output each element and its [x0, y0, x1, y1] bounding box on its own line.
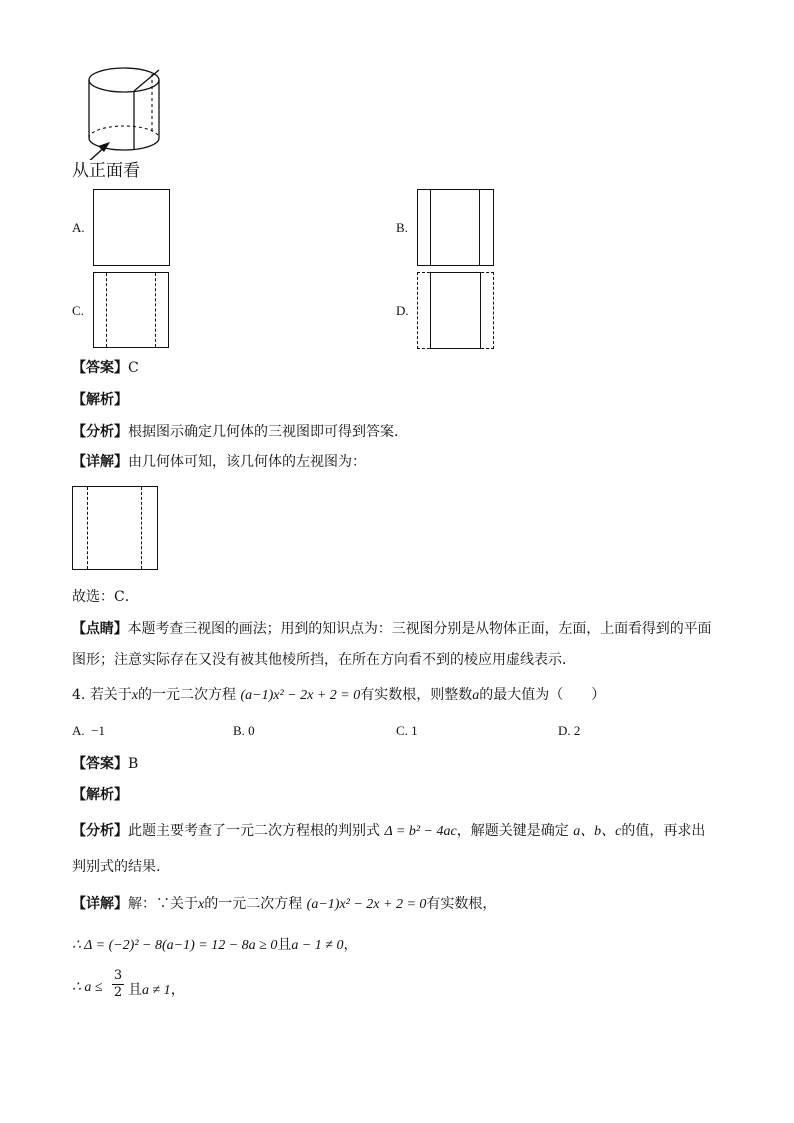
q4-option-a: A. −1 — [72, 723, 105, 738]
q4-step1: ∴ Δ = (−2)² − 8(a−1) = 12 − 8a ≥ 0且a − 1 ≠ 0， — [72, 937, 358, 953]
q4-equation: (a−1)x² − 2x + 2 = 0 — [240, 688, 361, 703]
q4-option-c: C. 1 — [396, 723, 418, 738]
cylinder-figure — [60, 60, 170, 160]
q3-option-a-box — [93, 189, 170, 266]
q3-choice: 故选：C． — [72, 589, 139, 605]
q3-option-c-label: C. — [72, 303, 84, 318]
q3-left-view-figure — [72, 486, 158, 570]
cylinder-bottom-front — [89, 138, 159, 150]
cylinder-top-chord — [134, 70, 159, 91]
q4-option-b: B. 0 — [233, 723, 255, 738]
q3-dianjing-line2: 图形；注意实际存在又没有被其他棱所挡，在所在方向看不到的棱应用虚线表示． — [72, 652, 576, 668]
q4-analysis-tag: 【解析】 — [72, 787, 128, 803]
q3-answer: 【答案】C — [72, 360, 139, 376]
q4-answer: 【答案】B — [72, 756, 139, 772]
q4-fenxi-line1: 【分析】此题主要考查了一元二次方程根的判别式 Δ = b² − 4ac，解题关键是确定 a、b、c的值，再求出 — [72, 823, 706, 839]
view-arrowhead — [98, 142, 110, 152]
figure-caption: 从正面看 — [72, 161, 140, 181]
discriminant-formula: Δ = b² − 4ac — [384, 824, 457, 839]
q3-dianjing-line1: 【点睛】本题考查三视图的画法；用到的知识点为：三视图分别是从物体正面，左面，上面看得到的平面 — [72, 621, 712, 637]
q4-stem: 4. 若关于x的一元二次方程 (a−1)x² − 2x + 2 = 0有实数根，则整数a的最大值为（ ） — [72, 687, 606, 703]
q3-option-d-box — [417, 272, 494, 349]
q3-option-b-label: B. — [396, 220, 408, 235]
fraction: 3 2 — [113, 968, 123, 1000]
q4-option-d: D. 2 — [558, 723, 581, 738]
q3-xiangjie: 【详解】由几何体可知，该几何体的左视图为： — [72, 454, 366, 470]
q3-option-a-label: A. — [72, 220, 85, 235]
q4-fenxi-line2: 判别式的结果. — [72, 859, 161, 875]
cylinder-top-ellipse — [89, 68, 159, 92]
q4-xiangjie-line1: 【详解】解：∵关于x的一元二次方程 (a−1)x² − 2x + 2 = 0有实数根， — [72, 896, 497, 912]
q3-fenxi: 【分析】根据图示确定几何体的三视图即可得到答案． — [72, 424, 408, 440]
cylinder-bottom-back — [89, 126, 159, 138]
q3-analysis-tag: 【解析】 — [72, 392, 128, 408]
q3-option-d-label: D. — [396, 303, 409, 318]
q3-option-b-box — [417, 189, 494, 266]
q3-option-c-box — [93, 272, 169, 348]
